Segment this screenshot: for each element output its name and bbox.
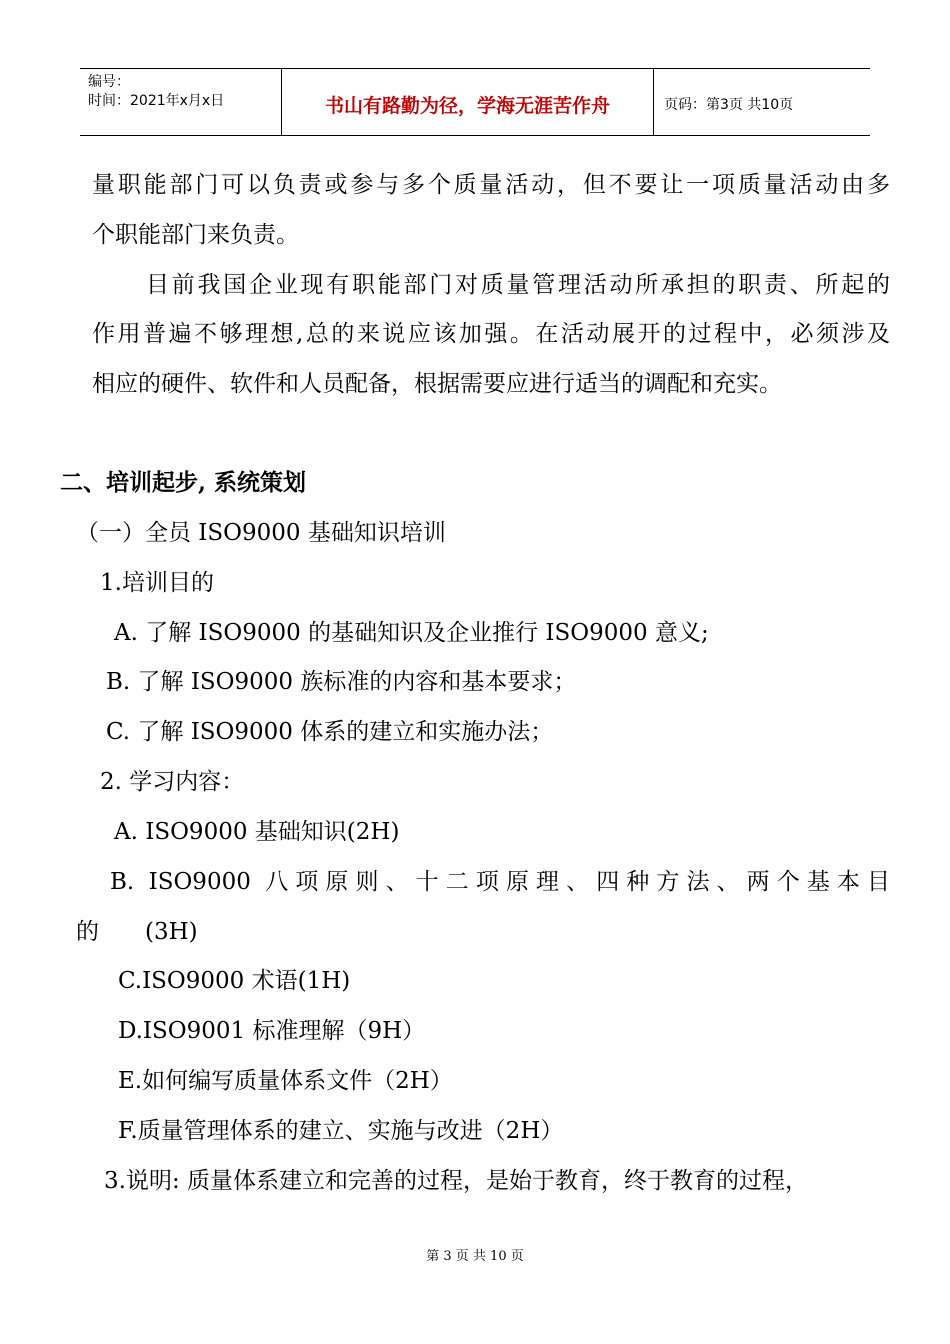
footer-page-number: 第 3 页 共 10 页 — [426, 1249, 524, 1264]
body-line-2: 个职能部门来负责。 — [92, 222, 299, 248]
item-3: 3.说明: 质量体系建立和完善的过程，是始于教育，终于教育的过程， — [104, 1168, 809, 1194]
header-page-info: 页码：第3页 共10页 — [664, 97, 794, 113]
subsection-heading: （一）全员 ISO9000 基础知识培训 — [76, 520, 446, 546]
item-1: 1.培训目的 — [100, 570, 214, 596]
item-1-a: A. 了解 ISO9000 的基础知识及企业推行 ISO9000 意义; — [114, 620, 709, 646]
item-2-d: D.ISO9001 标准理解（9H） — [118, 1018, 426, 1044]
body-line-4: 作用普遍不够理想,总的来说应该加强。在活动展开的过程中，必须涉及 — [92, 321, 890, 347]
item-2-b-line-1: B. ISO9000 八项原则、十二项原理、四种方法、两个基本目 — [110, 869, 890, 895]
body-line-5: 相应的硬件、软件和人员配备，根据需要应进行适当的调配和充实。 — [92, 371, 782, 397]
page-footer — [0, 1245, 950, 1264]
item-2-c: C.ISO9000 术语(1H) — [118, 968, 351, 994]
item-2-e: E.如何编写质量体系文件（2H） — [118, 1068, 453, 1094]
page-header — [80, 68, 870, 136]
body-line-1: 量职能部门可以负责或参与多个质量活动，但不要让一项质量活动由多 — [92, 172, 890, 198]
header-meta — [80, 69, 282, 135]
header-motto: 书山有路勤为径，学海无涯苦作舟 — [282, 69, 654, 135]
time-label: 时间：2021年x月x日 — [88, 93, 225, 109]
item-1-b: B. 了解 ISO9000 族标准的内容和基本要求； — [106, 669, 577, 695]
item-2-f: F.质量管理体系的建立、实施与改进（2H） — [118, 1118, 564, 1144]
number-label: 编号： — [88, 74, 130, 90]
item-2: 2. 学习内容： — [100, 769, 245, 795]
item-2-b-line-2: 的 (3H) — [76, 919, 198, 945]
item-1-c: C. 了解 ISO9000 体系的建立和实施办法； — [106, 719, 554, 745]
section-heading: 二、培训起步, 系统策划 — [60, 469, 307, 496]
body-line-3: 目前我国企业现有职能部门对质量管理活动所承担的职责、所起的 — [146, 272, 890, 298]
item-2-a: A. ISO9000 基础知识(2H) — [114, 819, 400, 845]
